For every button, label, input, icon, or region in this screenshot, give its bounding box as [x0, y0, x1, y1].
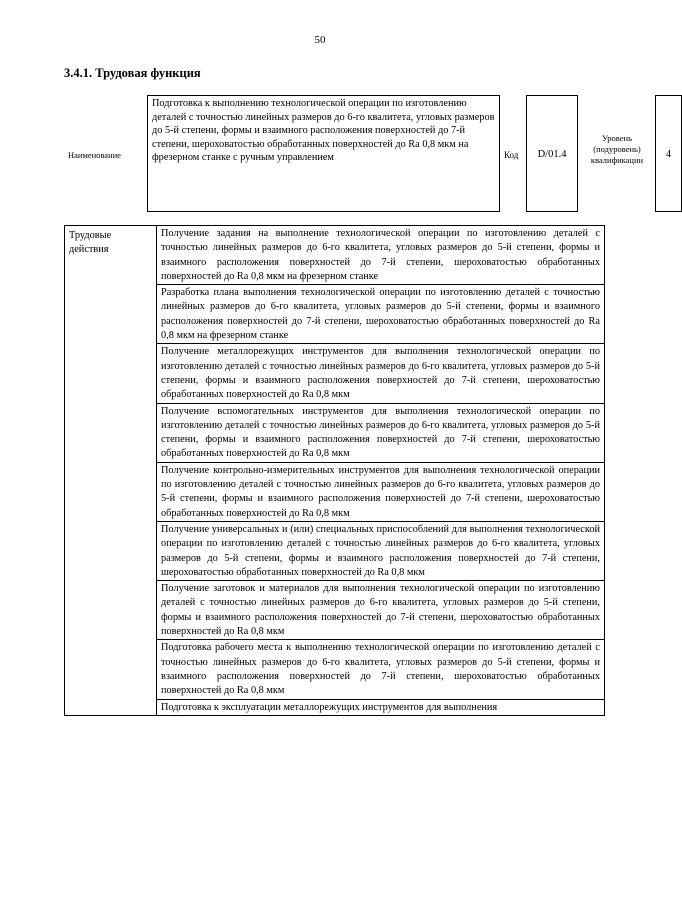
level-value: 4 — [655, 95, 682, 212]
labor-action-item: Получение вспомогательных инструментов для выполнения технологической операции по изготовлению деталей с точностью линейных размеров до 6-го квалитета, угловых размеров до 5-й степени, формы и взаимного расположения поверхностей до 7-й степени, шероховатостью обработанных поверхностей до Ra 0,8 мкм — [157, 403, 605, 462]
labor-actions-label: Трудовые действия — [65, 226, 157, 716]
table-row — [65, 226, 605, 285]
labor-action-item: Получение универсальных и (или) специальных приспособлений для выполнения технологической операции по изготовлению деталей с точностью линейных размеров до 6-го квалитета, угловых размеров до 5-й степени, формы и взаимного расположения поверхностей до 7-й степени, шероховатостью обработанных поверхностей до Ra 0,8 мкм — [157, 521, 605, 580]
labor-actions-table — [64, 225, 605, 904]
labor-action-item: Разработка плана выполнения технологической операции по изготовлению деталей с точностью линейных размеров до 6-го квалитета, угловых размеров до 5-й степени, формы и взаимного расположения поверхностей до 7-й степени, шероховатостью обработанных поверхностей до Ra 0,8 мкм на фрезерном станке — [157, 285, 605, 344]
labor-action-item: Подготовка к эксплуатации металлорежущих инструментов для выполнения — [157, 699, 605, 715]
labor-action-item: Получение задания на выполнение технологической операции по изготовлению деталей с точностью линейных размеров до 6-го квалитета, угловых размеров до 5-й степени, формы и взаимного расположения поверхностей до 7-й степени, шероховатостью обработанных поверхностей до Ra 0,8 мкм на фрезерном станке — [157, 226, 605, 285]
level-label: Уровень (подуровень) квалификации — [590, 133, 644, 165]
labor-action-item: Получение контрольно-измерительных инструментов для выполнения технологической операции по изготовлению деталей с точностью линейных размеров до 6-го квалитета, угловых размеров до 5-й степени, формы и взаимного расположения поверхностей до 7-й степени, шероховатостью обработанных поверхностей до Ra 0,8 мкм — [157, 462, 605, 521]
name-label: Наименование — [68, 150, 121, 160]
labor-action-item: Подготовка рабочего места к выполнению технологической операции по изготовлению деталей с точностью линейных размеров до 6-го квалитета, угловых размеров до 5-й степени, формы и взаимного расположения поверхностей до 7-й степени, шероховатостью обработанных поверхностей до Ra 0,8 мкм — [157, 640, 605, 699]
labor-action-item: Получение металлорежущих инструментов для выполнения технологической операции по изготовлению деталей с точностью линейных размеров до 6-го квалитета, угловых размеров до 5-й степени, формы и взаимного расположения поверхностей до 7-й степени, шероховатостью обработанных поверхностей до Ra 0,8 мкм — [157, 344, 605, 403]
labor-action-item: Получение заготовок и материалов для выполнения технологической операции по изготовлению деталей с точностью линейных размеров до 6-го квалитета, угловых размеров до 5-й степени, формы и взаимного расположения поверхностей до 7-й степени, шероховатостью обработанных поверхностей до Ra 0,8 мкм — [157, 581, 605, 640]
section-title: 3.4.1. Трудовая функция — [64, 66, 201, 80]
code-label: Код — [504, 150, 519, 160]
code-value: D/01.4 — [526, 95, 578, 212]
name-value: Подготовка к выполнению технологической операции по изготовлению деталей с точностью линейных размеров до 6-го квалитета, угловых размеров до 5-й степени, формы и взаимного расположения поверхностей до 7-й степени, шероховатостью обработанных поверхностей до Ra 0,8 мкм на фрезерном станке с ручным управлением — [147, 95, 500, 212]
function-header — [64, 95, 672, 215]
page-number: 50 — [314, 34, 326, 46]
